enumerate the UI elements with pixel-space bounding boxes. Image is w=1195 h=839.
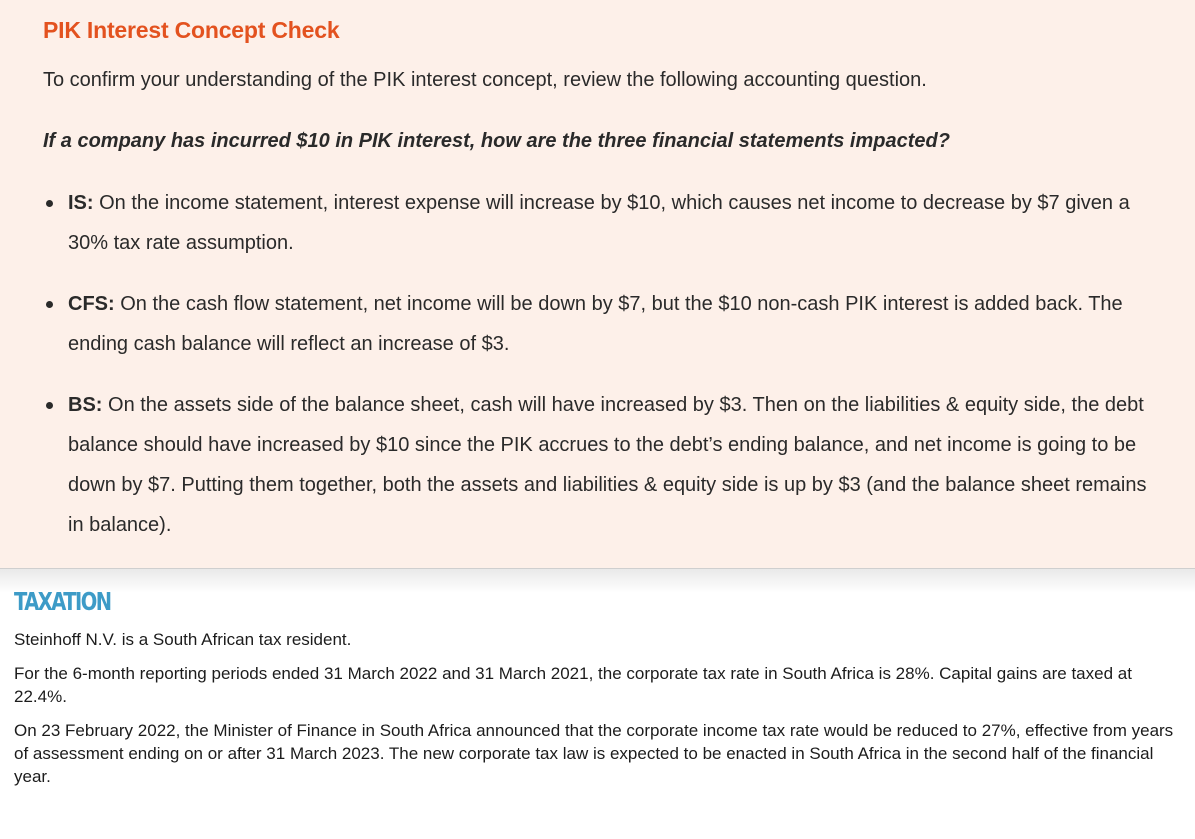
list-item-is: [43, 183, 1155, 263]
list-item-bs: [43, 385, 1155, 545]
term-label: CFS:: [68, 293, 115, 315]
term-label: BS:: [68, 394, 103, 416]
item-text: On the cash flow statement, net income will be down by $7, but the $10 non-cash PIK interest is added back. The ending cash balance will reflect an increase of $3.: [68, 293, 1123, 355]
pik-intro: To confirm your understanding of the PIK interest concept, review the following accounting question.: [43, 69, 927, 91]
taxation-paragraph: Steinhoff N.V. is a South African tax resident.: [14, 630, 352, 649]
item-text: On the assets side of the balance sheet, cash will have increased by $3. Then on the liabilities & equity side, the debt balance should have increased by $10 since the PIK accrues to the debt’s ending balance, and net income is going to be down by $7. Putting them together, both the assets and liabilities & equity side is up by $3 (and the balance sheet remains in balance).: [68, 394, 1147, 536]
item-text: On the income statement, interest expense will increase by $10, which causes net income to decrease by $7 given a 30% tax rate assumption.: [68, 192, 1130, 254]
pik-statement-list: [43, 183, 1155, 545]
list-item-cfs: [43, 284, 1155, 364]
pik-title: PIK Interest Concept Check: [43, 17, 340, 43]
pik-question: If a company has incurred $10 in PIK interest, how are the three financial statements impacted?: [43, 130, 950, 152]
taxation-title: TAXATION: [14, 587, 111, 616]
term-label: IS:: [68, 192, 94, 214]
taxation-paragraph: For the 6-month reporting periods ended 31 March 2022 and 31 March 2021, the corporate tax rate in South Africa is 28%. Capital gains are taxed at 22.4%.: [14, 664, 1132, 706]
taxation-paragraph: On 23 February 2022, the Minister of Finance in South Africa announced that the corporate income tax rate would be reduced to 27%, effective from years of assessment ending on or after 31 March 2023. The new corporate tax law is expected to be enacted in South Africa in the second half of the financial year.: [14, 721, 1174, 786]
taxation-panel: [0, 568, 1195, 839]
